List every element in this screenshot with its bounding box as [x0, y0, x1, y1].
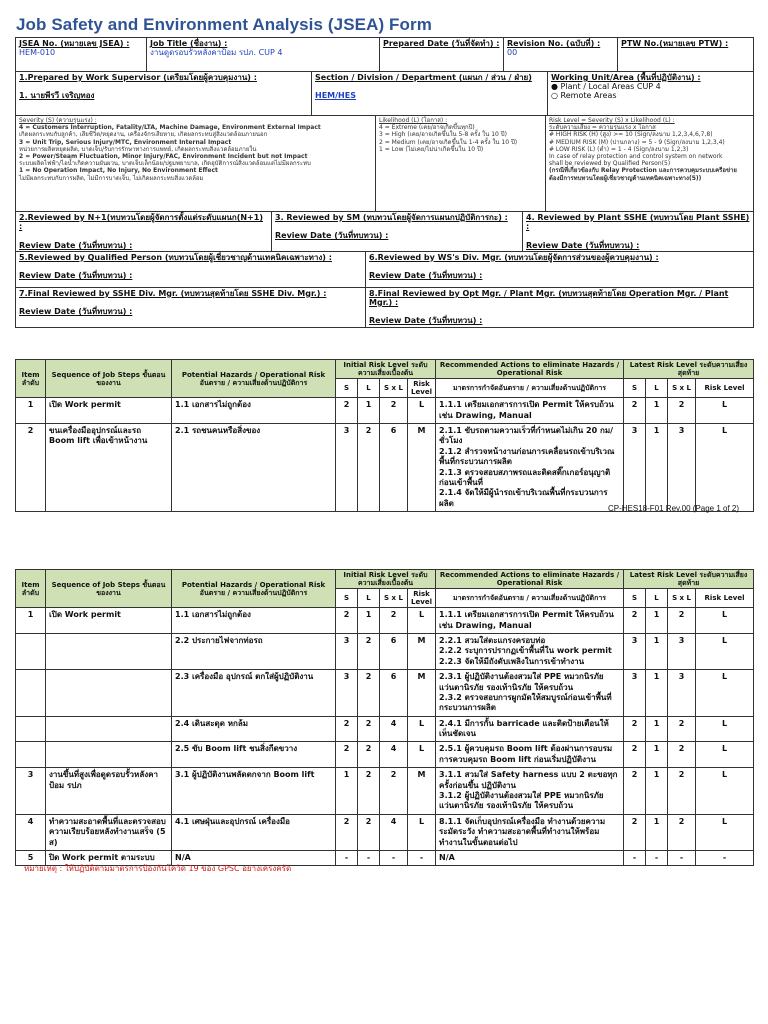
risk-level-line: shall be reviewed by Qualified Person(5)	[549, 160, 671, 168]
jsea-header	[15, 37, 753, 328]
item-cell	[16, 716, 46, 742]
latest-sxl-cell: 2	[668, 814, 696, 850]
latest-risk-cell: L	[696, 398, 754, 424]
col-l: L	[358, 589, 380, 608]
risk-level-line: ต้องมีการทบทวนโดยผู้เชี่ยวชาญด้านเทคนิคเฉพาะทาง(5))	[549, 174, 702, 182]
likelihood-line: 2 = Medium (เคย/อาจเกิดขึ้นใน 1-4 ครั้ง ใน 10 ปี)	[379, 138, 518, 146]
initial-l-cell: -	[358, 851, 380, 866]
hazard-cell: 2.5 ขับ Boom lift ชนสิ่งกีดขวาง	[172, 742, 336, 768]
latest-risk-cell: L	[696, 716, 754, 742]
latest-risk-cell: -	[696, 851, 754, 866]
working-unit-cell	[548, 72, 754, 116]
initial-l-cell: 2	[358, 768, 380, 815]
initial-risk-cell: M	[408, 423, 436, 511]
radio-selected-icon[interactable]: ●	[551, 82, 558, 92]
col-recommended: Recommended Actions to eliminate Hazards / Operational Risk	[436, 360, 624, 379]
step-cell	[46, 742, 172, 768]
ptw-label: PTW No.(หมายเลข PTW) :	[621, 39, 729, 48]
col-risk-level: Risk Level	[696, 379, 754, 398]
step-cell	[46, 716, 172, 742]
risk-table-page1	[15, 359, 754, 512]
initial-sxl-cell: 2	[380, 608, 408, 634]
working-unit-label: Working Unit/Area (พื้นที่ปฏิบัติงาน) :	[551, 73, 701, 82]
hazard-cell: 2.3 เครื่องมือ อุปกรณ์ ตกใส่ผู้ปฏิบัติงาน	[172, 670, 336, 717]
initial-risk-cell: M	[408, 670, 436, 717]
col-latest: Latest Risk Level ระดับความเสี่ยงสุดท้าย	[624, 570, 754, 589]
jsea-no-value: HEM-010	[19, 48, 56, 58]
initial-l-cell: 2	[358, 716, 380, 742]
latest-s-cell: 3	[624, 670, 646, 717]
action-cell: 8.1.1 จัดเก็บอุปกรณ์เครื่องมือ ทำงานด้วยความระมัดระวัง ทำความสะอาดพื้นที่ทำงานให้พร้อมทำงานในขั้นตอนต่อไป	[436, 814, 624, 850]
table-row	[16, 814, 754, 850]
latest-s-cell: 2	[624, 768, 646, 815]
table-row	[16, 716, 754, 742]
risk-level-line: In case of relay protection and control system on network	[549, 152, 723, 160]
initial-sxl-cell: 2	[380, 768, 408, 815]
table-row	[16, 742, 754, 768]
step-cell: งานขึ้นที่สูงเพื่อดูดรอบรั้วหลังคาป้อม รปภ	[46, 768, 172, 815]
initial-risk-cell: L	[408, 608, 436, 634]
action-cell: 2.3.1 ผู้ปฏิบัติงานต้องสวมใส่ PPE หมวกนิรภัย แว่นตานิรภัย รองเท้านิรภัย ให้ครบถ้วน 2.3.2 ตรวจสอบการผูกมัดให้สมบูรณ์ก่อนเข้าพื้นที่กระบวนการผลิต	[436, 670, 624, 717]
revision-label: Revision No. (ฉบับที่) :	[507, 39, 601, 48]
review-2-cell	[16, 212, 272, 252]
severity-line: ระบบผลิตไฟฟ้า/ไอน้ำเกิดความผันผวน, บาดเจ็บเล็กน้อย/ปฐมพยาบาล, เกิดอุบัติการณ์สิ่งแวดล้อมแต่ไม่มีผลกระทบ	[19, 160, 311, 168]
revision-cell	[504, 38, 618, 72]
severity-line: 1 = No Operation Impact, No Injury, No Environment Effect	[19, 167, 218, 175]
latest-l-cell: 1	[646, 742, 668, 768]
initial-sxl-cell: 4	[380, 742, 408, 768]
review-date-label: Review Date (วันที่ทบทวน) :	[369, 271, 483, 281]
review-7-label: 7.Final Reviewed by SSHE Div. Mgr. (ทบทวนสุดท้ายโดย SSHE Div. Mgr.) :	[19, 288, 327, 298]
initial-sxl-cell: 4	[380, 814, 408, 850]
hazard-cell: 1.1 เอกสารไม่ถูกต้อง	[172, 608, 336, 634]
review-date-label: Review Date (วันที่ทบทวน) :	[369, 316, 483, 326]
prepared-date-cell	[380, 38, 504, 72]
footer-ref: CP-HES18-F01 Rev.00 (Page 1 of 2)	[608, 504, 740, 513]
latest-l-cell: 1	[646, 716, 668, 742]
form-title: Job Safety and Environment Analysis (JSEA) Form	[16, 15, 432, 34]
initial-risk-cell: -	[408, 851, 436, 866]
item-cell: 4	[16, 814, 46, 850]
action-cell: 1.1.1 เตรียมเอกสารการเปิด Permit ให้ครบถ้วนเช่น Drawing, Manual	[436, 608, 624, 634]
latest-risk-cell: L	[696, 670, 754, 717]
item-cell	[16, 742, 46, 768]
latest-l-cell: 1	[646, 670, 668, 717]
latest-s-cell: 3	[624, 423, 646, 511]
initial-s-cell: 3	[336, 670, 358, 717]
hazard-cell: 2.1 รถชนคนหรือสิ่งของ	[172, 423, 336, 511]
review-date-label: Review Date (วันที่ทบทวน) :	[275, 231, 389, 241]
latest-s-cell: 2	[624, 742, 646, 768]
col-recommended-th: มาตรการกำจัดอันตราย / ความเสี่ยงด้านปฏิบัติการ	[436, 379, 624, 398]
initial-risk-cell: L	[408, 716, 436, 742]
review-4-cell	[523, 212, 754, 252]
col-sequence: Sequence of Job Steps ขั้นตอนของงาน	[46, 570, 172, 608]
risk-level-cell	[546, 116, 754, 212]
prepared-by-name: 1. นายพีรวี เจริญทอง	[19, 91, 95, 101]
col-s: S	[336, 379, 358, 398]
initial-s-cell: 2	[336, 608, 358, 634]
hazard-cell: N/A	[172, 851, 336, 866]
prepared-date-label: Prepared Date (วันที่จัดทำ) :	[383, 39, 500, 48]
col-sxl: S x L	[380, 379, 408, 398]
latest-l-cell: 1	[646, 768, 668, 815]
review-3-label: 3. Reviewed by SM (ทบทวนโดยผู้จัดการแผนกปฏิบัติการกะ) :	[275, 213, 508, 222]
initial-risk-cell: M	[408, 768, 436, 815]
initial-s-cell: 2	[336, 716, 358, 742]
initial-risk-cell: L	[408, 398, 436, 424]
item-cell	[16, 633, 46, 669]
latest-l-cell: 1	[646, 814, 668, 850]
review-6-label: 6.Reviewed by WS's Div. Mgr. (ทบทวนโดยผู้จัดการส่วนของผู้ควบคุมงาน) :	[369, 252, 659, 262]
latest-s-cell: 2	[624, 716, 646, 742]
latest-sxl-cell: 2	[668, 608, 696, 634]
table-row	[16, 608, 754, 634]
col-s: S	[624, 589, 646, 608]
risk-level-line: # HIGH RISK (H) (สูง) >= 10 (Sign/ลงนาม 1,2,3,4,6,7,8)	[549, 131, 713, 139]
item-cell: 3	[16, 768, 46, 815]
latest-sxl-cell: 2	[668, 398, 696, 424]
latest-sxl-cell: -	[668, 851, 696, 866]
section-cell	[312, 72, 548, 116]
step-cell: ปิด Work permit ตามระบบ	[46, 851, 172, 866]
hazard-cell: 2.2 ประกายไฟจากท่อรถ	[172, 633, 336, 669]
action-cell: 2.1.1 ขับรถตามความเร็วที่กำหนดไม่เกิน 20 กม/ชั่วโมง 2.1.2 สำรวจหน้างานก่อนการเคลื่อนรถเข้าบริเวณพื้นที่กระบวนการผลิต 2.1.3 ตรวจสอบสภาพรถและติดสติ๊กเกอร์อนุญาติก่อนเข้าพื้นที่ 2.1.4 จัดให้มีผู้นำรถเข้าบริเวณพื้นที่กระบวนการผลิต	[436, 423, 624, 511]
latest-sxl-cell: 2	[668, 716, 696, 742]
initial-s-cell: -	[336, 851, 358, 866]
initial-s-cell: 2	[336, 398, 358, 424]
col-l: L	[646, 379, 668, 398]
table-row	[16, 633, 754, 669]
risk-level-line: # MEDIUM RISK (M) (ปานกลาง) = 5 - 9 (Sign/ลงนาม 1,2,3,4)	[549, 138, 725, 146]
risk-level-sub: ระดับความเสี่ยง = ความรุนแรง x โอกาส	[549, 124, 656, 132]
action-cell: N/A	[436, 851, 624, 866]
latest-l-cell: -	[646, 851, 668, 866]
table-row	[16, 670, 754, 717]
initial-sxl-cell: 6	[380, 670, 408, 717]
latest-l-cell: 1	[646, 633, 668, 669]
revision-value: 00	[507, 48, 518, 58]
latest-sxl-cell: 3	[668, 423, 696, 511]
latest-s-cell: 3	[624, 633, 646, 669]
job-title-cell	[147, 38, 380, 72]
col-initial: Initial Risk Level ระดับความเสี่ยงเบื้องต้น	[336, 570, 436, 589]
action-cell: 2.5.1 ผู้ควบคุมรถ Boom lift ต้องผ่านการอบรมการควบคุมรถ Boom lift ก่อนเริ่มปฏิบัติงาน	[436, 742, 624, 768]
item-cell: 5	[16, 851, 46, 866]
review-date-label: Review Date (วันที่ทบทวน) :	[19, 240, 133, 250]
risk-level-line: (กรณีที่เกี่ยวข้องกับ Relay Protection และการควบคุมระบบเครือข่าย	[549, 167, 737, 175]
col-initial: Initial Risk Level ระดับความเสี่ยงเบื้องต้น	[336, 360, 436, 379]
latest-sxl-cell: 3	[668, 633, 696, 669]
action-cell: 2.2.1 สวมใส่ตะแกรงครอบท่อ 2.2.2 ระบุการปรากฏเข้าพื้นที่ใน work permit 2.2.3 จัดให้มีถังดับเพลิงในการเข้าทำงาน	[436, 633, 624, 669]
initial-s-cell: 1	[336, 768, 358, 815]
covid-remark: หมายเหตุ : ให้ปฏิบัติตามมาตรการป้องกันโควิด 19 ของ GPSC อย่างเคร่งครัด	[24, 864, 292, 873]
col-s: S	[336, 589, 358, 608]
likelihood-title: Likelihood (L) (โอกาส) :	[379, 117, 448, 124]
initial-s-cell: 2	[336, 814, 358, 850]
likelihood-line: 4 = Extreme (เคย/อาจเกิดขึ้นทุกปี)	[379, 124, 475, 132]
severity-line: 4 = Customers Interruption, Fatality/LTA, Machine Damage, Environment External Impact	[19, 124, 321, 132]
risk-table-page2	[15, 569, 754, 866]
review-6-cell	[366, 251, 754, 287]
severity-cell	[16, 116, 376, 212]
latest-s-cell: 2	[624, 398, 646, 424]
review-5-label: 5.Reviewed by Qualified Person (ทบทวนโดยผู้เชี่ยวชาญด้านเทคนิคเฉพาะทาง) :	[19, 252, 332, 262]
latest-risk-cell: L	[696, 768, 754, 815]
area-option-remote: Remote Areas	[560, 91, 617, 101]
step-cell: เปิด Work permit	[46, 608, 172, 634]
col-sxl: S x L	[668, 379, 696, 398]
initial-l-cell: 2	[358, 814, 380, 850]
col-latest: Latest Risk Level ระดับความเสี่ยงสุดท้าย	[624, 360, 754, 379]
initial-sxl-cell: 6	[380, 633, 408, 669]
severity-line: 2 = Power/Steam Fluctuation, Minor Injury/FAC, Environment Incident but not Impact	[19, 152, 308, 160]
col-l: L	[358, 379, 380, 398]
latest-sxl-cell: 2	[668, 768, 696, 815]
latest-risk-cell: L	[696, 742, 754, 768]
table-row	[16, 398, 754, 424]
section-value: HEM/HES	[315, 91, 356, 101]
initial-l-cell: 2	[358, 670, 380, 717]
step-cell: เปิด Work permit	[46, 398, 172, 424]
hazard-cell: 1.1 เอกสารไม่ถูกต้อง	[172, 398, 336, 424]
latest-risk-cell: L	[696, 423, 754, 511]
review-8-label: 8.Final Reviewed by Opt Mgr. / Plant Mgr. (ทบทวนสุดท้ายโดย Operation Mgr. / Plant Mgr.) :	[369, 288, 729, 307]
col-sequence: Sequence of Job Steps ขั้นตอนของงาน	[46, 360, 172, 398]
area-option-plant: Plant / Local Areas CUP 4	[560, 82, 661, 92]
latest-sxl-cell: 2	[668, 742, 696, 768]
ptw-cell	[618, 38, 754, 72]
item-cell	[16, 670, 46, 717]
review-date-label: Review Date (วันที่ทบทวน) :	[526, 240, 640, 250]
section-label: Section / Division / Department (แผนก / ส่วน / ฝ่าย)	[315, 73, 532, 82]
action-cell: 3.1.1 สวมใส่ Safety harness แบบ 2 ตะขอทุกครั้งก่อนขึ้น ปฏิบัติงาน 3.1.2 ผู้ปฏิบัติงานต้องสวมใส่ PPE หมวกนิรภัย แว่นตานิรภัย รองเท้านิรภัย ให้ครบถ้วน	[436, 768, 624, 815]
review-date-label: Review Date (วันที่ทบทวน) :	[19, 307, 133, 317]
review-4-label: 4. Reviewed by Plant SSHE (ทบทวนโดย Plant SSHE) :	[526, 213, 750, 232]
step-cell: ขนเครื่องมืออุปกรณ์และรถ Boom lift เพื่อเข้าหน้างาน	[46, 423, 172, 511]
step-cell	[46, 633, 172, 669]
hazard-cell: 2.4 เดินสะดุด หกล้ม	[172, 716, 336, 742]
latest-risk-cell: L	[696, 814, 754, 850]
risk-table-page2-wrap	[15, 569, 753, 866]
action-cell: 1.1.1 เตรียมเอกสารการเปิด Permit ให้ครบถ้วนเช่น Drawing, Manual	[436, 398, 624, 424]
table-row	[16, 768, 754, 815]
prepared-by-cell	[16, 72, 312, 116]
jsea-no-cell	[16, 38, 147, 72]
hazard-cell: 3.1 ผู้ปฏิบัติงานพลัดตกจาก Boom lift	[172, 768, 336, 815]
initial-s-cell: 2	[336, 742, 358, 768]
col-sxl: S x L	[668, 589, 696, 608]
col-recommended-th: มาตรการกำจัดอันตราย / ความเสี่ยงด้านปฏิบัติการ	[436, 589, 624, 608]
initial-risk-cell: M	[408, 633, 436, 669]
likelihood-line: 1 = Low (ไม่เคย/ไม่น่าเกิดขึ้นใน 10 ปี)	[379, 145, 484, 153]
job-title-label: Job Title (ชื่องาน) :	[150, 39, 228, 48]
latest-s-cell: 2	[624, 814, 646, 850]
risk-level-title: Risk Level = Severity (S) x Likelihood (L) :	[549, 117, 675, 124]
review-5-cell	[16, 251, 366, 287]
col-item: Item ลำดับ	[16, 360, 46, 398]
severity-line: หน่วยการผลิตหยุดผลิต, บาดเจ็บ/รับการรักษาทางการแพทย์, เกิดผลกระทบสิ่งแวดล้อมภายใน	[19, 145, 257, 153]
initial-risk-cell: L	[408, 814, 436, 850]
severity-line: เกิดผลกระทบกับลูกค้า, เสียชีวิต/หยุดงาน, เครื่องจักรเสียหาย, เกิดผลกระทบสู่สิ่งแวดล้อมภายนอก	[19, 131, 268, 139]
initial-l-cell: 1	[358, 398, 380, 424]
col-sxl: S x L	[380, 589, 408, 608]
initial-s-cell: 3	[336, 423, 358, 511]
review-3-cell	[272, 212, 523, 252]
likelihood-cell	[376, 116, 546, 212]
item-cell: 1	[16, 398, 46, 424]
latest-s-cell: -	[624, 851, 646, 866]
likelihood-line: 3 = High (เคย/อาจเกิดขึ้นใน 5-8 ครั้ง ใน 10 ปี)	[379, 131, 507, 139]
col-risk-level: Risk Level	[408, 379, 436, 398]
col-risk-level: Risk Level	[408, 589, 436, 608]
latest-risk-cell: L	[696, 633, 754, 669]
item-cell: 1	[16, 608, 46, 634]
col-hazards: Potential Hazards / Operational Risk อันตราย / ความเสี่ยงด้านปฏิบัติการ	[172, 360, 336, 398]
latest-sxl-cell: 3	[668, 670, 696, 717]
table-row	[16, 423, 754, 511]
severity-line: 3 = Unit Trip, Serious Injury/MTC, Environment Internal Impact	[19, 138, 232, 146]
risk-table-page1-wrap	[15, 359, 753, 512]
latest-l-cell: 1	[646, 423, 668, 511]
initial-l-cell: 2	[358, 742, 380, 768]
initial-risk-cell: L	[408, 742, 436, 768]
latest-risk-cell: L	[696, 608, 754, 634]
col-risk-level: Risk Level	[696, 589, 754, 608]
col-recommended: Recommended Actions to eliminate Hazards / Operational Risk	[436, 570, 624, 589]
step-cell: ทำความสะอาดพื้นที่และตรวจสอบความเรียบร้อยหลังทำงานเสร็จ (5 ส)	[46, 814, 172, 850]
initial-l-cell: 2	[358, 423, 380, 511]
initial-sxl-cell: 2	[380, 398, 408, 424]
col-l: L	[646, 589, 668, 608]
jsea-no-label: JSEA No. (หมายเลข JSEA) :	[19, 39, 130, 48]
risk-level-line: # LOW RISK (L) (ต่ำ) = 1 - 4 (Sign/ลงนาม 1,2,3)	[549, 145, 689, 153]
step-cell	[46, 670, 172, 717]
initial-l-cell: 2	[358, 633, 380, 669]
radio-unselected-icon[interactable]: ○	[551, 91, 558, 101]
review-8-cell	[366, 287, 754, 327]
action-cell: 2.4.1 มีการกั้น barricade และติดป้ายเตือนให้เห็นชัดเจน	[436, 716, 624, 742]
col-hazards: Potential Hazards / Operational Risk อันตราย / ความเสี่ยงด้านปฏิบัติการ	[172, 570, 336, 608]
hazard-cell: 4.1 เศษฝุ่นและอุปกรณ์ เครื่องมือ	[172, 814, 336, 850]
severity-title: Severity (S) (ความรุนแรง) :	[19, 117, 97, 124]
latest-s-cell: 2	[624, 608, 646, 634]
initial-s-cell: 3	[336, 633, 358, 669]
item-cell: 2	[16, 423, 46, 511]
col-s: S	[624, 379, 646, 398]
latest-l-cell: 1	[646, 608, 668, 634]
latest-l-cell: 1	[646, 398, 668, 424]
severity-line: ไม่มีผลกระทบกับการผลิต, ไม่มีการบาดเจ็บ, ไม่เกิดผลกระทบสิ่งแวดล้อม	[19, 174, 204, 182]
initial-sxl-cell: 6	[380, 423, 408, 511]
job-title-value: งานดูดรอบรั้วหลังคาป้อม รปภ. CUP 4	[150, 48, 283, 58]
initial-l-cell: 1	[358, 608, 380, 634]
initial-sxl-cell: -	[380, 851, 408, 866]
review-7-cell	[16, 287, 366, 327]
initial-sxl-cell: 4	[380, 716, 408, 742]
col-item: Item ลำดับ	[16, 570, 46, 608]
review-2-label: 2.Reviewed by N+1(ทบทวนโดยผู้จัดการตั้งแต่ระดับแผนก(N+1) :	[19, 213, 263, 232]
review-date-label: Review Date (วันที่ทบทวน) :	[19, 271, 133, 281]
prepared-by-label: 1.Prepared by Work Supervisor (เตรียมโดยผู้ควบคุมงาน) :	[19, 73, 257, 82]
